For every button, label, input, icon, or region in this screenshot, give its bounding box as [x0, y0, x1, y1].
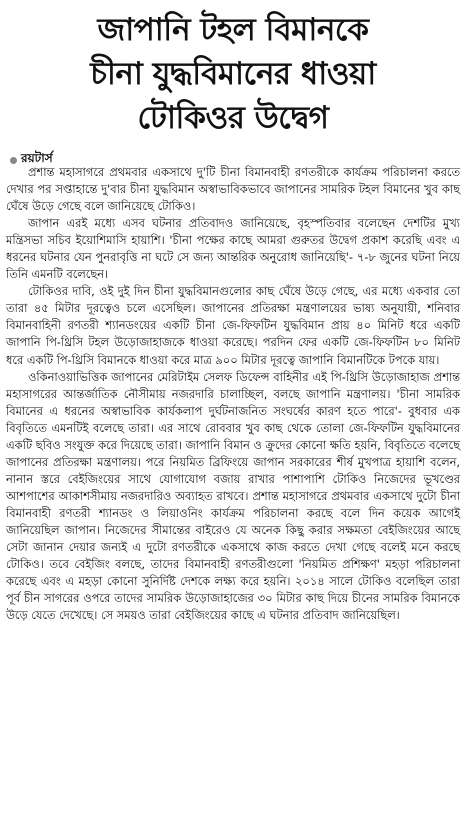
- headline: [0, 0, 466, 140]
- headline-line-2: চীনা যুদ্ধবিমানের ধাওয়া: [90, 56, 376, 92]
- article-paragraph-4: ওকিনাওয়াভিত্তিক জাপানের মেরিটাইম সেলফ ডিফেন্স বাহিনীর এই পি-থ্রিসি উড়োজাহাজ প্রশান্ত মহাসাগরের আন্তর্জাতিক নৌসীমায় নজরদারি চালাচ্ছিল, বলছে জাপানি মন্ত্রণালয়। 'চীনা সামরিক বিমানের এ ধরনের অস্বাভাবিক কার্যকলাপ দুর্ঘটনাজনিত সংঘর্ষের কারণ হতে পারে'- বুধবার এক বিবৃতিতে এমনটিই বলেছে তারা। এর সাথে রোববার খুব কাছ থেকে তোলা জে-ফিফটিন যুদ্ধবিমানের একটি ছবিও সংযুক্ত করে দিয়েছে তারা। জাপানি বিমান ও ক্রুদের কোনো ক্ষতি হয়নি, বিবৃতিতে বলেছে জাপানের প্রতিরক্ষা মন্ত্রণালয়। পরে নিয়মিত ব্রিফিংয়ে জাপান সরকারের শীর্ষ মুখপাত্র হায়াশি বলেন, নানান স্তরে বেইজিংয়ের সাথে যোগাযোগ বজায় রাখার পাশাপাশি টোকিও নিজেদের ভূখণ্ডের আশপাশের আকাশসীমায় নজরদারিও অব্যাহত রাখবে। প্রশান্ত মহাসাগরে প্রথমবার একসাথে দুটো চীনা বিমানবাহী রণতরী শ্যানডং ও লিয়াওনিং কার্যক্রম পরিচালনা করছে বলে দিন কয়েক আগেই জানিয়েছিল জাপান। নিজেদের সীমান্তের বাইরেও যে অনেক কিছু করার সক্ষমতা বেইজিংয়ের আছে সেটা জানান দেয়ার জন্যই এ দুটো রণতরীকে একসাথে কাজ করতে দেখা গেছে বলেই মনে করছে টোকিও। তবে বেইজিং বলছে, তাদের বিমানবাহী রণতরীগুলো 'নিয়মিত প্রশিক্ষণ' মহড়া পরিচালনা করেছে এবং এ মহড়া কোনো সুনির্দিষ্ট দেশকে লক্ষ্য করে হয়নি। ২০১৪ সালে টোকিও বলেছিল তারা পূর্ব চীন সাগরের ওপরে তাদের সামরিক উড়োজাহাজের ৩০ মিটার কাছ দিয়ে চীনের সামরিক বিমানকে উড়ে যেতে দেখেছে। সে সময়ও তারা বেইজিংয়ের কাছে এ ঘটনার প্রতিবাদ জানিয়েছিল।: [6, 369, 460, 623]
- article-body: [6, 164, 460, 624]
- article-paragraph-2: জাপান এরই মধ্যে এসব ঘটনার প্রতিবাদও জানিয়েছে, বৃহস্পতিবার বলেছেন দেশটির মুখ্য মন্ত্রিসভা সচিব ইয়োশিমাসি হায়াশি। 'চীনা পক্ষের কাছে আমরা গুরুতর উদ্বেগ প্রকাশ করেছি এবং এ ধরনের ঘটনার যেন পুনরাবৃত্তি না ঘটে সে জন্য আন্তরিক অনুরোধ জানিয়েছি'- ৭-৮ জুনের ঘটনা নিয়ে তিনি এমনটি বলেছেন।: [6, 216, 460, 282]
- byline-source: রয়টার্স: [21, 151, 53, 165]
- article-paragraph-3: টোকিওর দাবি, ওই দুই দিন চীনা যুদ্ধবিমানগুলোর কাছ ঘেঁষে উড়ে গেছে, এর মধ্যে একবার তো তারা ৪৫ মিটার দূরত্বেও চলে এসেছিল। জাপানের প্রতিরক্ষা মন্ত্রণালয়ের ভাষ্য অনুযায়ী, শনিবার বিমানবাহিনী রণতরী শ্যানডংয়ের একটি চীনা জে-ফিফটিন যুদ্ধবিমান প্রায় ৪০ মিনিট ধরে একটি জাপানি পি-থ্রিসি টহল উড়োজাহাজকে ধাওয়া করেছে। পরদিন ফের একটি জে-ফিফটিন ৮০ মিনিট ধরে একটি পি-থ্রিসি বিমানকে ধাওয়া করে মাত্র ৯০০ মিটার দূরত্বে জাপানি বিমানটিকে টপকে যায়।: [6, 284, 460, 367]
- article-paragraph-1: প্রশান্ত মহাসাগরে প্রথমবার একসাথে দু'টি চীনা বিমানবাহী রণতরীকে কার্যক্রম পরিচালনা করতে দেখার পর সপ্তাহান্তে দু'বার চীনা যুদ্ধবিমান অস্বাভাবিকভাবে জাপানের সামরিক টহল বিমানের খুব কাছ ঘেঁষে উড়ে গেছে বলে জানিয়েছে টোকিও।: [6, 165, 460, 214]
- headline-line-3: টোকিওর উদ্বেগ: [137, 100, 329, 136]
- headline-line-1: জাপানি টহল বিমানকে: [97, 12, 369, 48]
- bullet-icon: [10, 157, 17, 164]
